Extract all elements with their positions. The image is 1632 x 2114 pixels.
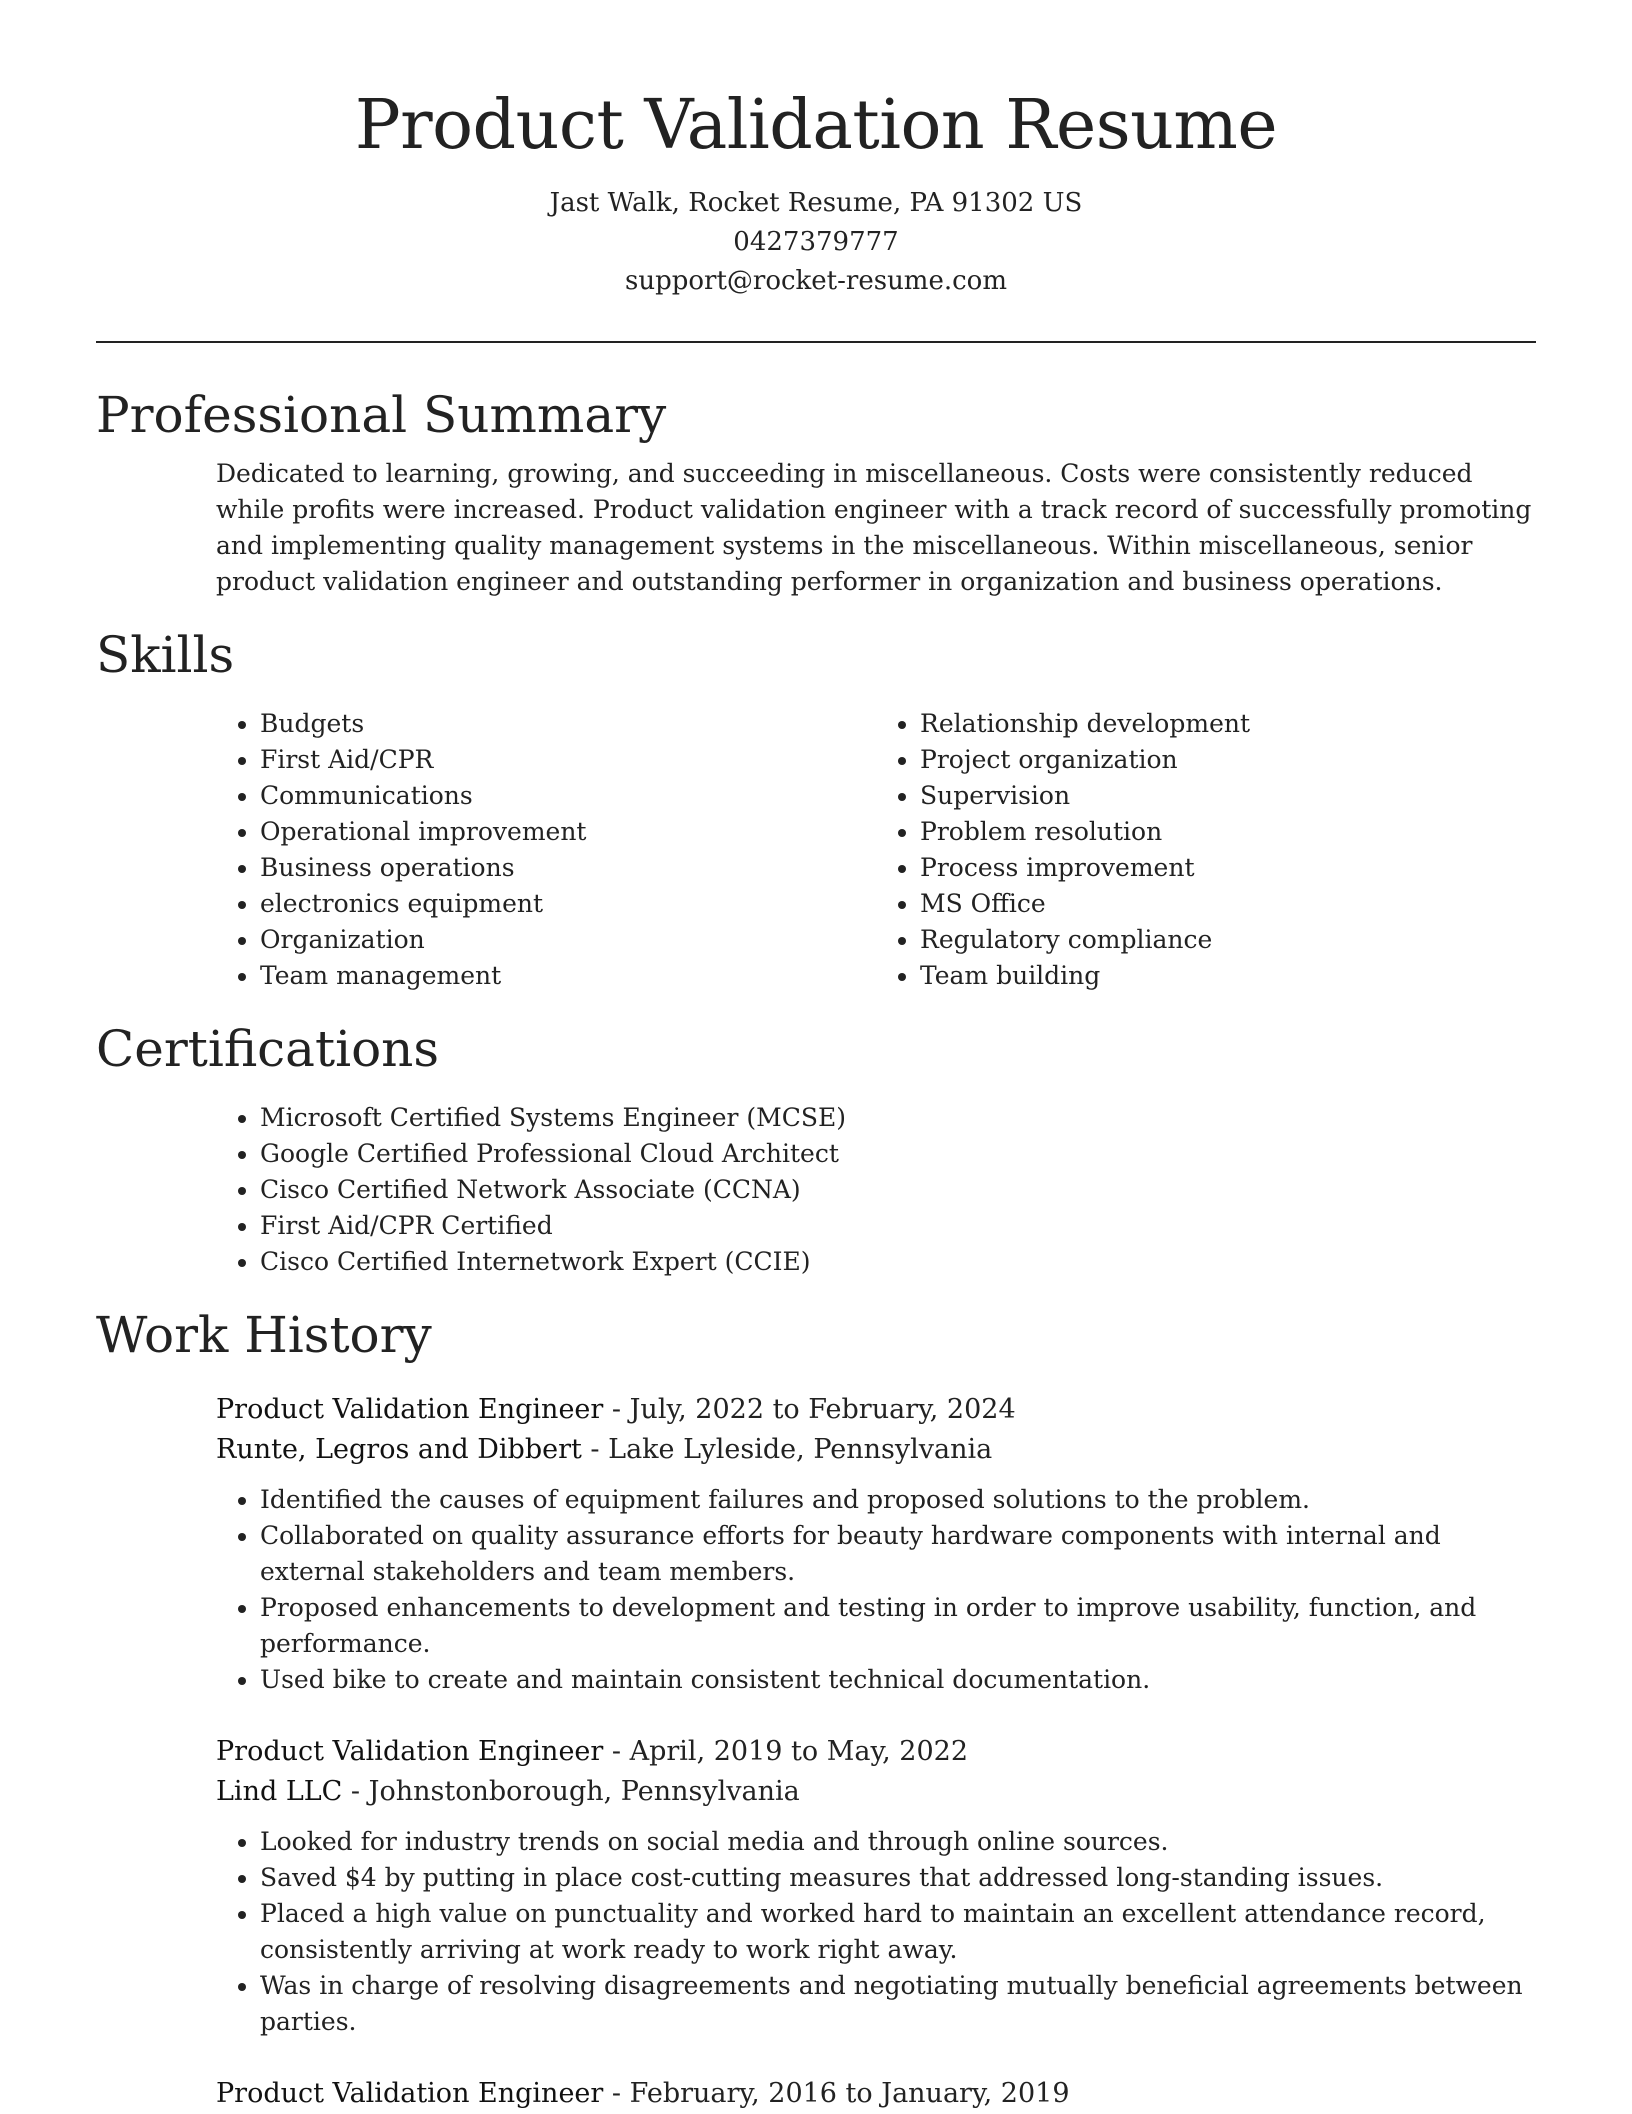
certification-item: • Microsoft Certified Systems Engineer (MCSE) [260,1100,1536,1136]
separator: - [603,1394,630,1425]
work-history-heading: Work History [96,1306,432,1364]
separator: - [603,2078,630,2109]
job-dates: July, 2022 to February, 2024 [629,1394,1016,1425]
job-title-line [216,2074,1536,2114]
skill-item: • MS Office [920,886,1536,922]
certification-item: • Cisco Certified Network Associate (CCNA) [260,1172,1536,1208]
separator: - [581,1434,609,1465]
certification-item: • First Aid/CPR Certified [260,1208,1536,1244]
work-history-section [96,1300,1536,2114]
phone: 0427379777 [733,227,899,257]
skill-item: • Budgets [260,706,876,742]
skill-item: • electronics equipment [260,886,876,922]
job-title-line [216,1390,1536,1430]
certifications-list [216,1100,1536,1280]
separator: - [342,1776,369,1807]
certifications-section [96,1014,1536,1280]
job-bullet: • Was in charge of resolving disagreements and negotiating mutually beneficial agreements between parties. [260,1968,1536,2040]
skill-item: • Organization [260,922,876,958]
skill-item: • Project organization [920,742,1536,778]
job-location: Lake Lyleside, Pennsylvania [608,1434,993,1465]
skill-item: • Supervision [920,778,1536,814]
job-entry [216,2074,1536,2114]
summary-text: Dedicated to learning, growing, and succeeding in miscellaneous. Costs were consistently reduced while profits were increased. Product validation engineer with a track record of successfully promoting and implementing quality management systems in the miscellaneous. Within miscellaneous, senior product validation engineer and outstanding performer in organization and business operations. [216,459,1532,596]
skill-item: • Process improvement [920,850,1536,886]
job-bullet: • Used bike to create and maintain consistent technical documentation. [260,1662,1536,1698]
skill-item: • Problem resolution [920,814,1536,850]
job-entry [216,1732,1536,2040]
job-dates: February, 2016 to January, 2019 [629,2078,1070,2109]
job-company-line [216,1772,1536,1812]
skill-item: • Team management [260,958,876,994]
job-dates: April, 2019 to May, 2022 [629,1736,969,1767]
certifications-heading: Certifications [96,1020,440,1078]
email: support@rocket-resume.com [624,266,1007,296]
job-bullet: • Collaborated on quality assurance efforts for beauty hardware components with internal and external stakeholders and team members. [260,1518,1536,1590]
job-title: Product Validation Engineer [216,1736,604,1767]
skill-item: • Relationship development [920,706,1536,742]
contact-block [0,184,1632,301]
skills-heading: Skills [96,626,235,684]
resume-body [96,380,1536,2114]
skill-item: • Team building [920,958,1536,994]
job-bullet: • Identified the causes of equipment failures and proposed solutions to the problem. [260,1482,1536,1518]
job-bullet: • Proposed enhancements to development and testing in order to improve usability, function, and performance. [260,1590,1536,1662]
skills-section [96,620,1536,994]
separator: - [603,1736,630,1767]
job-bullet: • Looked for industry trends on social media and through online sources. [260,1824,1536,1860]
job-title-line [216,1732,1536,1772]
job-title: Product Validation Engineer [216,2078,604,2109]
job-bullet: • Placed a high value on punctuality and worked hard to maintain an excellent attendance record, consistently arriving at work ready to work right away. [260,1896,1536,1968]
certification-item: • Google Certified Professional Cloud Architect [260,1136,1536,1172]
skill-item: • Communications [260,778,876,814]
job-company: Lind LLC [216,1776,343,1807]
skill-item: • Business operations [260,850,876,886]
header-divider [96,341,1536,343]
job-company-line [216,1430,1536,1470]
job-title: Product Validation Engineer [216,1394,604,1425]
job-bullet: • Saved $4 by putting in place cost-cutting measures that addressed long-standing issues. [260,1860,1536,1896]
skills-list-right [876,706,1536,994]
address: Jast Walk, Rocket Resume, PA 91302 US [549,188,1083,218]
job-bullets [96,1482,1536,1698]
summary-heading: Professional Summary [96,386,667,444]
skills-list-left [216,706,876,994]
job-bullets [96,1824,1536,2040]
certification-item: • Cisco Certified Internetwork Expert (CCIE) [260,1244,1536,1280]
resume-title: Product Validation Resume [354,86,1278,165]
summary-section [96,380,1536,600]
job-location: Johnstonborough, Pennsylvania [368,1776,800,1807]
job-entry [216,1390,1536,1698]
skill-item: • First Aid/CPR [260,742,876,778]
skill-item: • Operational improvement [260,814,876,850]
job-company: Runte, Legros and Dibbert [216,1434,582,1465]
skill-item: • Regulatory compliance [920,922,1536,958]
skills-columns [216,706,1536,994]
resume-header [0,0,1632,301]
